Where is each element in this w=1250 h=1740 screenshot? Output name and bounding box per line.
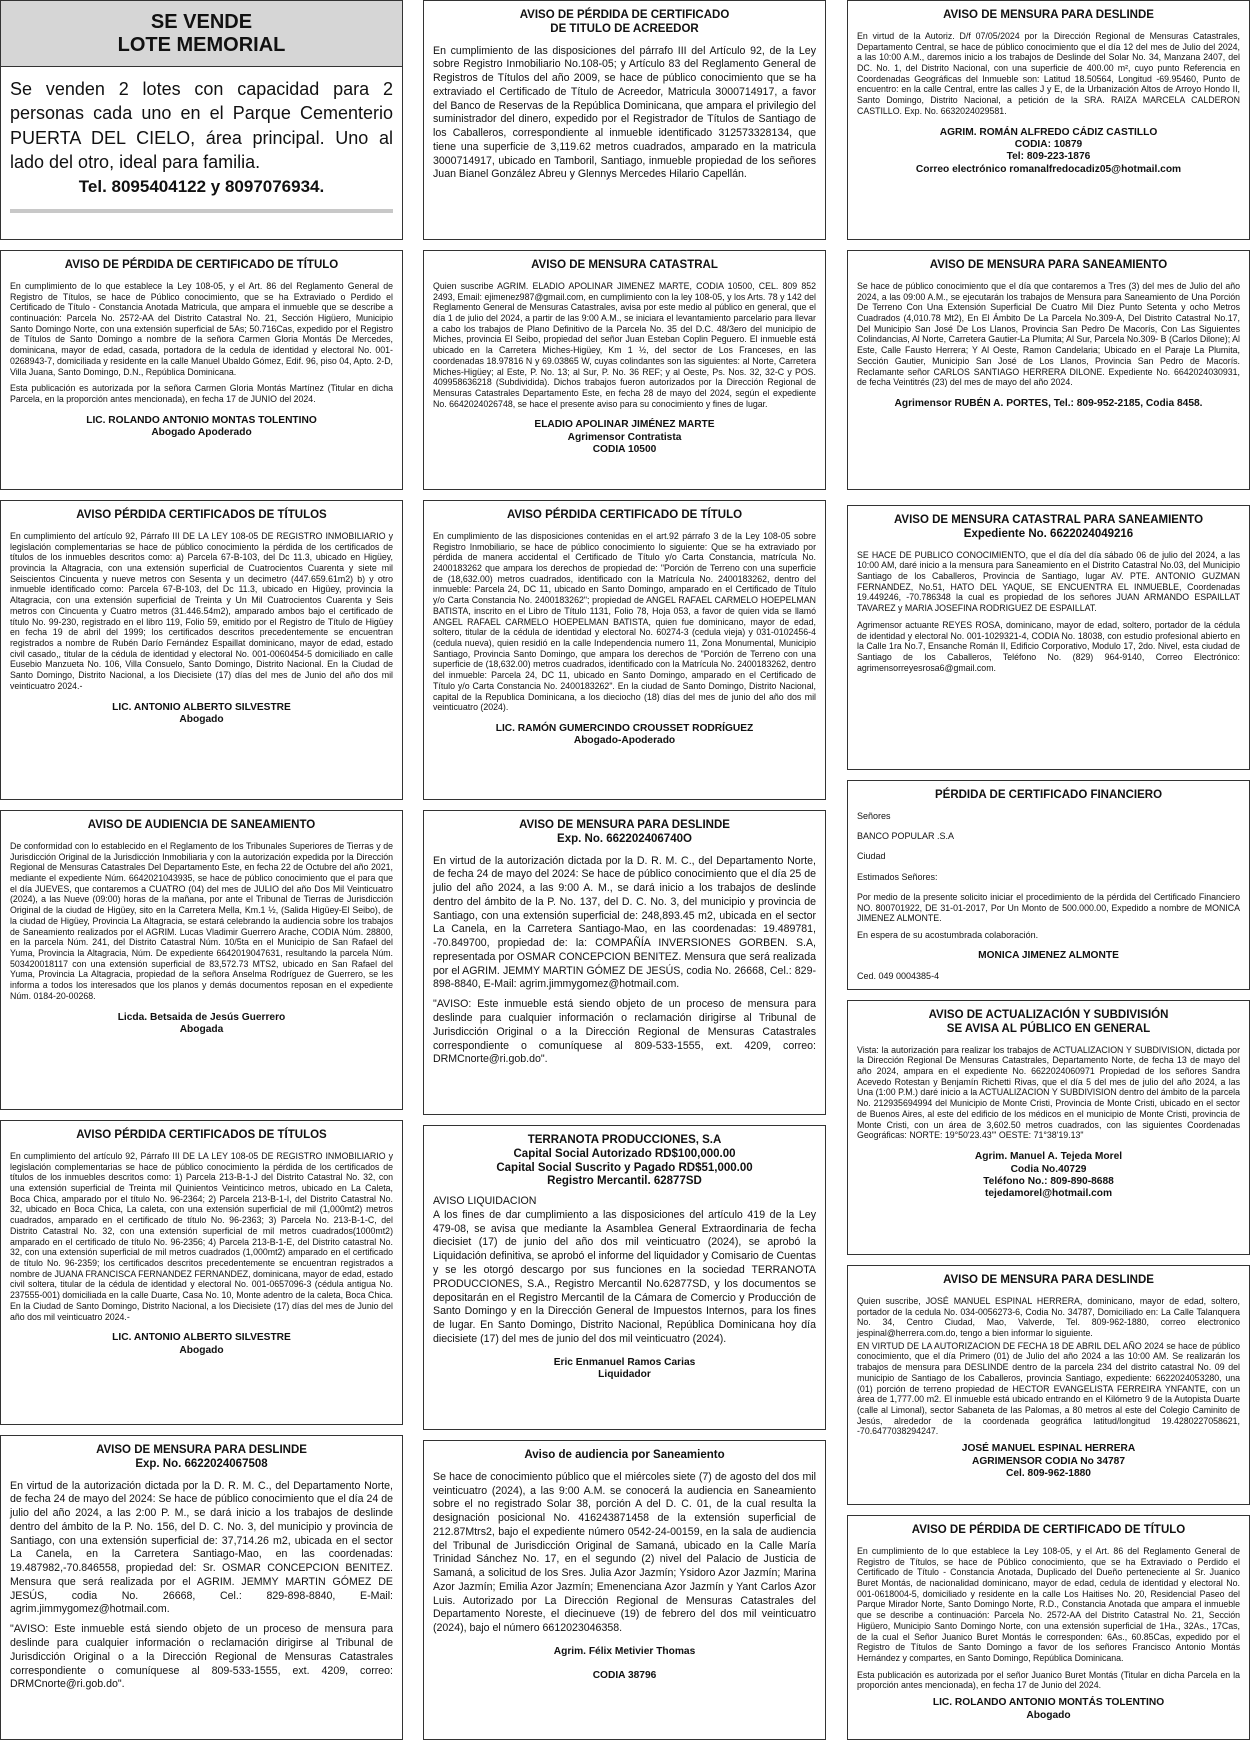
ad-title: AVISO DE PÉRDIDA DE CERTIFICADO DE TÍTULO — [64, 259, 339, 271]
ad-mensura-deslinde-solar-34 — [847, 0, 1250, 240]
ad-signature: MONICA JIMENEZ ALMONTE — [978, 950, 1119, 962]
ad-body: En virtud de la autorización dictada por la D. R. M. C., del Departamento Norte, de fecha 24 de mayo del 2024: Se hace de público conocimiento que el día 25 de julio del año 2024, a las 9:00 A. M., se dará inicio a los trabajos de deslinde dentro del ámbito de la P. No. 137, del D. C. No. 3, del municipio y provincia de Santiago, con una extensión superficial de: 248,893.45 m2, ubicada en el sector La Canela, en la Carretera Santiago-Mao, en las coordenadas: 19.489781, -70.849700, propiedad de: la: COMPAÑÍA INVERSIONES GORBEN. S.A, representada por OSMAR CONCEPCION BENITEZ. Mensura que será realizada por el AGRIM. JEMMY MARTIN GÓMEZ DE JESÚS, codia No. 26668, Cel.: 829-898-8840, E-Mail: agrim.jimmygomez@hotmail.com. — [433, 854, 816, 991]
ad-perdida-certificados-titulos-2 — [0, 1120, 403, 1425]
ad-body-2: Esta publicación es autorizada por el señor Juanico Buret Montás (Titular en dicha Parcela en la proporción antes mencionada), en fecha 17 de Junio del 2024. — [857, 1669, 1240, 1691]
ad-body: De conformidad con lo establecido en el Reglamento de los Tribunales Superiores de Tierras y de Jurisdicción Original de la Jurisdicción Inmobiliaria y con la autorización expedida por la Dirección Regional de Mensuras Catastrales Del Departamento Este, en fecha 22 de Octubre del año 2021, mediante el expediente Núm. 6642021043935, se hace de público conocimiento que el para que el día JUEVES, que contaremos a CUATRO (04) del mes de JULIO del año Dos Mil Veinticuatro (2024), a las Nueve (09:00) horas de la mañana, por ante el Tribunal de Tierras de Jurisdicción Original de la ciudad de Higüey, sito en la Carretera Mella, Km.1 ½, (Salida Higüey-El Seibo), de la ciudad de Higüey, Provincia La Altagracia, se estará celebrando la audiencia sobre los trabajos de Saneamiento realizados por el AGRIM. Lucas Vladimir Guerrero Arache, CODIA Núm. 28800, en la parcela Núm. 241, del Distrito Catastral Núm. 10/5ta en el Municipio de San Rafael del Yuma, Provincia la Altagracia, Núm. De expediente 6642019047631, resultando la parcela Núm. 503420018117 con una extensión superficial de 83,572.73 MTS2, ubicado en San Rafael del Yuma, Provincia La Altagracia, propiedad de la señora Anselma Rodríguez de Guerrero, se les informa a todos los interesados que los planos y demás documentos reposan en el expediente Núm. 0184-20-00268. — [10, 840, 393, 1001]
ad-phone: Tel. 8095404122 y 8097076934. — [78, 176, 325, 196]
ad-signature: LIC. ANTONIO ALBERTO SILVESTRE Abogado — [112, 701, 291, 726]
ad-terranota-liquidacion — [423, 1125, 826, 1430]
ad-body: A los fines de dar cumplimiento a las disposiciones del artículo 419 de la Ley 479-08, se avisa que mediante la Asamblea General Extraordinaria de fecha diecisiet (17) de junio del año dos mil veinticuatro (2024), se aprobó la Liquidación definitiva, se aprobó el informe del liquidador y Comisario de Cuentas y se les otorgó descargo por sus funciones en la sociedad TERRANOTA PRODUCCIONES, S.A., Registro Mercantil No.62877SD, y los documentos se depositarán en el Registro Mercantil de la Cámara de Comercio y Producción de Santo Domingo y en la Dirección General de Impuestos Internos, para los fines de lugar. En Santo Domingo, Distrito Nacional, República Dominicana hoy día diecisiete (17) del mes de junio del dos mil veinticuatro (2024). — [433, 1208, 816, 1345]
ad-perdida-certificado-titulo-3 — [847, 1515, 1250, 1740]
ad-title: PÉRDIDA DE CERTIFICADO FINANCIERO — [934, 789, 1163, 801]
ad-audiencia-saneamiento-samana — [423, 1440, 826, 1740]
ad-body: Vista: la autorización para realizar los trabajos de ACTUALIZACION Y SUBDIVISION, dictada por la Dirección Regional De Mensuras Catastrales, Departamento Norte, de fecha 13 de mayo del año 2024, ampara en el expediente No. 6622024060971 Propiedad de los señores Sandra Acevedo Rotestan y Benjamín Richetti Rivas, que el día 5 del mes de julio del año 2024, a las Una (1:00 P.M.) daré inicio a la ACTUALIZACION Y SUBDIVISION dentro del ámbito de la parcela No. 212935694994 del Municipio de Monte Cristi, Provincia de Monte Cristi, ubicado en el sector de Buenos Aires, al este del edificio de los médicos en el municipio de Monte Cristi, provincia de Monte Cristi, con un área de 3,602.50 metros cuadrados, con las siguientes Coordenadas Geográficas: NORTE: 19°50'23.43'" OESTE: 71°38'19.13" — [857, 1044, 1240, 1141]
ad-body-2: "AVISO: Este inmueble está siendo objeto de un proceso de mensura para deslinde para cualquier información o reclamación dirigirse al Tribunal de Jurisdicción Original o a la Dirección Regional de Mensuras Catastrales correspondiente o comuníquese al 809-533-1555, ext. 4209, correo: DRMCnorte@ri.gob.do". — [433, 998, 816, 1066]
ad-mensura-catastral — [423, 250, 826, 490]
ad-title: AVISO DE PÉRDIDA DE CERTIFICADO DE TÍTULO — [911, 1524, 1186, 1536]
ad-title: AVISO DE AUDIENCIA DE SANEAMIENTO — [87, 819, 316, 831]
ad-body: En cumplimiento de lo que establece la Ley 108-05, y el Art. 86 del Reglamento General de Registro de Títulos, se hace de Público conocimiento, que se ha Extraviado o Perdido el Certificado de Título - Constancia Anotada Matricula, que ampara el inmueble que se describe a continuación: Parcela No. 2572-AA del Distrito Catastral No. 21, Sección Higüero, Municipio Santo Domingo Norte, con una extensión superficial de 5As; 50.716Cas, expedido por el Registro de Títulos de Santo Domingo a nombre de la señora Carmen Gloria Montás De Mercedes, dominicana, mayor de edad, casada, portadora de la cedula de identidad y electoral No. 001-0268943-7, domiciliada y residente en la calle Manuel Ubaldo Gómez, Edif. 96, piso 04, Apto. 2-D, Villa Juana, Santo Domingo, D.N., República Dominicana. — [10, 280, 393, 377]
ad-signature: LIC. ROLANDO ANTONIO MONTÁS TOLENTINO Abogado — [932, 1697, 1165, 1721]
ad-signature: Agrim. Félix Metivier Thomas — [553, 1645, 696, 1657]
ad-mensura-saneamiento — [847, 250, 1250, 490]
ad-body-2: "AVISO: Este inmueble está siendo objeto de un proceso de mensura para deslinde para cualquier información o reclamación dirigirse al Tribunal de Jurisdicción Original o a la Dirección Regional de Mensuras Catastrales correspondiente o comuníquese al 809-533-1555, ext. 4209, correo: DRMCnorte@ri.gob.do". — [10, 1623, 393, 1691]
ad-codia: CODIA 38796 — [592, 1670, 657, 1682]
ad-title: Aviso de audiencia por Saneamiento — [524, 1449, 725, 1461]
ad-se-vende-lote — [0, 0, 403, 240]
ad-title: AVISO DE MENSURA PARA SANEAMIENTO — [929, 259, 1168, 271]
ad-body-2: Agrimensor actuante REYES ROSA, dominicano, mayor de edad, soltero, portador de la cédula de identidad y electoral No. 001-1029321-4, CODIA No. 18038, con estudio profesional abierto en la Calle 1ra No.7, Ensanche Román II, Edificio Corporativo, Modulo 17, 2do. Nivel, esta ciudad de Santiago de los Caballeros, Teléfono No. (829) 964-9140, Correo Electrónico: agrimensorreyesrosa6@gmail.com. — [857, 619, 1240, 673]
ad-title: AVISO PÉRDIDA CERTIFICADOS DE TÍTULOS — [76, 509, 327, 521]
ad-body: En cumplimiento de las disposiciones contenidas en el art.92 párrafo 3 de la Ley 108-05 sobre Registro Inmobiliario, se hace de público conocimiento lo siguiente: Que se ha extraviado por pérdida de manera accidental el Certificado de Título y/o Carta Constancia, matrícula No. 2400183262 que ampara los derechos de propiedad de: "Porción de Terreno con una superficie de (18,632.00) metros cuadrados, identificado con la Matrícula No. 2400183262, dentro del inmueble: Parcela 24, DC 11, ubicado en Santo Domingo, amparado en el Certificado de Título y/o Carta Constancia No. 2400183262"; propiedad de ANGEL RAFAEL CARMELO HOEPELMAN BATISTA, inscrito en el Libro de Título 1131, Folio 78, Hoja 053, a favor de quien vida se llamó ANGEL RAFAEL CARMELO HOEPELMAN BATISTA, quien fue dominicano, mayor de edad, soltero, titular de la cédula de identidad y electoral No. 60274-3 (cedula vieja) y 031-0102456-4 (cedula nueva), quien residió en la calle Independencia numero 11, Zona Monumental, Municipio Santiago, Provincia Santo Domingo, que ampara los derechos de "Porción de Terreno con una superficie de (18,632.00) metros cuadrados, identificado con la Matrícula No. 2400183262, dentro del inmueble: Parcela 24, DC 11, ubicado en Santo Domingo, amparado en el Certificado de Título y/o Carta Constancia No. 2400183262". En la ciudad de Santo Domingo, Distrito Nacional, capital de la Republica Dominicana, a los dieciocho (18) días del mes de junio del año dos mil veinticuatro (2024). — [433, 530, 816, 713]
ad-body: En cumplimiento del artículo 92, Párrafo III DE LA LEY 108-05 DE REGISTRO INMOBILIARIO y legislación complementarias se hace de público conocimiento la pérdida de los certificados de títulos de los inmuebles descritos como: a) Parcela 67-B-103, del Dc 11.3, ubicado en Higüey, provincia la Altagracia, con una extensión superficial de Cuatrocientos Cuarenta y siete mil Seiscientos Cincuenta y nueve metros con Sesenta y un decimetro (447.659.61m2) b) y otro inmueble identificado como: Parcela 67-B-103, del Dc 11.3, ubicado en Higüey, provincia la Altagracia, con una extensión superficial de Treinta y Un Mil Cuatrocientos Cuarenta y Seis metros con Cincuenta y Cuatro metros (31.446.54m2), amparado ambos bajo el certificado de título No. 99-230, registrado en el libro 119, Folio 59, emitido por el Registro de Título de Higüey en fecha 19 de abril del 1999; los certificados descritos precedentemente se encuentran registrados a nombre de Rubén Darío Fernández Espaillat dominicano, mayor de edad, estado civil casado,, titular de la cédula de identidad y electoral No. 001-0060454-5 domiciliado en calle Eusebio Manzueta No. 106, Villa Consuelo, Santo Domingo, Distrito Nacional. En la Ciudad de Santo Domingo, Distrito Nacional, a los Diecisiete (17) días del mes de Junio del año dos mil veinticuatro 2024.- — [10, 530, 393, 691]
ad-title: AVISO DE MENSURA PARA DESLINDE — [943, 1274, 1154, 1286]
ad-body: En cumplimiento de lo que establece la Ley 108-05, y el Art. 86 del Reglamento General de Registro de Títulos, se hace de Público conocimiento, que se ha Extraviado o Perdido el Certificado de Título - Constancia Anotada, Duplicado del Dueño perteneciente al Sr. Juanico Buret Montás, de nacionalidad dominicano, mayor de edad, cedula de identidad y electoral No. 001-0618004-5, domiciliado y residente en la calle Los Haitises No. 20, Residencial Paseo del Parque Mirador Norte, Santo Domingo Norte, R.D., Constancia Anotada que ampara el inmueble que se describe a continuación: Parcela No. 2572-AA del Distrito Catastral No. 21, Sección Higüero, Municipio Santo Domingo Norte, con una extensión superficial de 1Ha., 32As., 17Cas, de la cual el Señor Juanico Buret Montás le corresponden: 6As., 60.85Cas, expedido por el Registro de Títulos de Santo Domingo a favor de los señores Francisco Antonio Montás Hernández y compartes, en Santo Domingo, República Dominicana. — [857, 1545, 1240, 1663]
ad-title: AVISO PÉRDIDA CERTIFICADOS DE TÍTULOS — [76, 1129, 327, 1141]
ad-body: Se hace de público conocimiento que el día que contaremos a Tres (3) del mes de Julio del año 2024, a las 09:00 A.M., se ejecutarán los trabajos de Mensura para Saneamiento de Una Porción De Terreno Con Una Extensión Superficial De Cuatro Mil Diez Punto Setenta y ocho Metros Cuadrados (4,010.78 Mt2), En El Ámbito De La Parcela No.309-A, Del Distrito Catastral No.17, Del Municipio San José De Los Llanos, Provincia San Pedro De Macorís, Con Las Siguientes Colindancias, Al Norte, Carretera Gautier-La Plumita; Al Sur, Parcela No.309- B (Carlos Dilone); Al Este, Calle Fausto Herrera; Y Al Oeste, Ramon Candelaria; Ubicado en el Paraje La Plumita, Sección Gautier, Municipio San José de Los Llanos, Provincia San Pedro de Macorís. Reclamante señor CARLOS SANTIAGO HERRERA DILONE. Expediente No. 6642024030931, de fecha Veintitrés (23) del mes de mayo del año 2024. — [857, 280, 1240, 388]
ad-signature: Agrimensor RUBÉN A. PORTES, Tel.: 809-952-2185, Codia 8458. — [894, 397, 1203, 409]
ad-body: Se hace de conocimiento público que el miércoles siete (7) de agosto del dos mil veinticuatro (2024), a las 9:00 A.M. se conocerá la audiencia en Saneamiento sobre el no registrado Solar 38, porción A del D. C. 01, de la cual resulta la designación posicional No. 416243871458 de la extensión superficial de 212.87Mtrs2, bajo el expediente número 0542-24-00159, en la sala de audiencia del Tribunal de Jurisdicción Original de Samaná, ubicado en la Calle María Trinidad Sánchez No. 17, en el segundo (2) nivel del Palacio de Justicia de Samaná, a solicitud de los Sres. Julia Azor Jazmín; Ysidoro Azor Jazmín; Marina Azor Jazmín; Emilia Azor Jazmín; Emenenciana Azor Jazmín y Yant Carlos Azor Luis. Autorizado por La Dirección Regional de Mensuras Catastrales del Departamento Noreste, el diecinueve (19) de febrero del dos mil veinticuatro (2024), bajo el número 6612023046358. — [433, 1470, 816, 1635]
ad-title: AVISO PÉRDIDA CERTIFICADO DE TÍTULO — [506, 509, 743, 521]
ad-title: TERRANOTA PRODUCCIONES, S.A Capital Social Autorizado RD$100,000.00 Capital Social Suscrito y Pagado RD$51,000.00 Registro Mercantil. 62877SD — [496, 1134, 753, 1188]
ad-signature: LIC. ANTONIO ALBERTO SILVESTRE Abogado — [112, 1332, 291, 1356]
divider — [10, 209, 393, 213]
ad-actualizacion-subdivision — [847, 1000, 1250, 1255]
ad-signature: LIC. ROLANDO ANTONIO MONTAS TOLENTINO Abogado Apoderado — [86, 414, 317, 439]
ad-signature: JOSÉ MANUEL ESPINAL HERRERA AGRIMENSOR CODIA No 34787 Cel. 809-962-1880 — [961, 1443, 1136, 1480]
ad-audiencia-saneamiento — [0, 810, 403, 1110]
ad-signature: Eric Enmanuel Ramos Carias Liquidador — [553, 1356, 696, 1381]
ad-line: En espera de su acostumbrada colaboración. — [857, 929, 1039, 940]
ad-line: Estimados Señores: — [857, 871, 938, 882]
ad-body: Se venden 2 lotes con capacidad para 2 personas cada uno en el Parque Cementerio PUERTA DEL CIELO, área principal. Uno al lado del otro, ideal para familia. — [10, 79, 393, 173]
ad-title: AVISO DE PÉRDIDA DE CERTIFICADO DE TITULO DE ACREEDOR — [519, 9, 730, 35]
ad-body: Quien suscribe, JOSÉ MANUEL ESPINAL HERRERA, dominicano, mayor de edad, soltero, portador de la cedula No. 034-0056273-6, Codia No. 34787, Domiciliado en: La Calle Talanquera No. 34, Centro Ciudad, Mao, Valverde, Tel. 809-962-1880, correo electronico jespinal@herrera.com.do, tengo a bien informar lo siguiente. — [857, 1295, 1240, 1338]
ad-body: En virtud de la Autoriz. D/f 07/05/2024 por la Dirección Regional de Mensuras Catastrales, Departamento Central, se hace de público conocimiento que el día 12 del mes de Julio del 2024, a las 10:00 A.M., daremos inicio a los trabajos de Deslinde del Solar No. 34, Manzana 2407, del DC. No. 1, del Distrito Nacional, con una superficie de 400.00 m², cuyo punto Referencia en Coordenadas Geográficas del Inmueble son: Latitud 18.50564, Longitud -69.95460, Punto de encuentro: en la calle Central, entre las calles J y E, de la Urbanización Altos de Arroyo Hondo II, Santo Domingo, Distrito Nacional, a petición de la SRA. RAIZA MARCELA CALDERON CASTILLO. Exp. No. 6632024029581. — [857, 30, 1240, 116]
ad-perdida-certificados-titulos — [0, 500, 403, 800]
ad-title: AVISO DE ACTUALIZACIÓN Y SUBDIVISIÓN SE AVISA AL PÚBLICO EN GENERAL — [928, 1009, 1169, 1035]
ad-mensura-catastral-saneamiento — [847, 505, 1250, 770]
ad-title: SE VENDE LOTE MEMORIAL — [1, 1, 402, 67]
ad-body: En virtud de la autorización dictada por la D. R. M. C., del Departamento Norte, de fecha 24 de mayo del 2024: Se hace de público conocimiento que el día 24 de julio del año 2024, a las 2:00 P. M., se dará inicio a los trabajos de deslinde dentro del ámbito de la P. No. 156, del D. C. No. 3, del municipio y provincia de Santiago, con una extensión superficial de: 37,714.26 m2, ubicada en el sector La Canela, en la Carretera Santiago-Mao, en las coordenadas: 19.487982,-70.846558, propiedad del: Sr. OSMAR CONCEPCION BENITEZ. Mensura que será realizada por el AGRIM. JEMMY MARTIN GÓMEZ DE JESÚS, codia No. 26668, Cel.: 829-898-8840, E-Mail: agrim.jimmygomez@hotmail.com. — [10, 1479, 393, 1616]
ad-title: AVISO DE MENSURA CATASTRAL PARA SANEAMIENTO Expediente No. 6622024049216 — [893, 514, 1204, 540]
ad-mensura-deslinde-exp-7508 — [0, 1435, 403, 1740]
ad-title: AVISO DE MENSURA PARA DESLINDE Exp. No. 6622024067508 — [96, 1444, 307, 1470]
ad-body: Quien suscribe AGRIM. ELADIO APOLINAR JIMENEZ MARTE, CODIA 10500, CEL. 809 852 2493, Email: ejimenez987@gmail.com, en cumplimiento con la ley 108-05, y los Arts. 78 y 142 del Reglamento General de Mensuras Catastrales, avisa por este medio al público en general, que el día 1 de julio del 2024, a partir de las 9:00 A.M., se iniciara el levantamiento parcelario para llevar a cabo los trabajos de Plano Definitivo de la Parcela No. 35 del D.C. 48/3ero del municipio de Miches, provincia El Seibo, propiedad del señor Juan Esteban Coplin Peguero. El inmueble está ubicado en la Carretera Miches-Higüey, Km 1 ½, del sector de Los Franceses, en las coordenadas 18.97816 N y 69.03865 W, cuyas colindantes son las siguientes: al Norte, Carretera Miches-Higüey; al Este, P. No. 13; al Sur, P. No. 36 REF; y al Oeste, Ps. Nos. 32, 32-C y POS. 409958636218 (Subdividida). Dichos trabajos fueron autorizados por la Dirección Regional de Mensuras Catastrales Departamento Este, en fecha 28 de mayo del 2024, según el expediente No. 6642024026748, se hace el presente aviso para su conocimiento y fines de lugar. — [433, 280, 816, 409]
ad-body: Por medio de la presente solicito iniciar el procedimiento de la pérdida del Certificado Financiero NO. 800701922, DE 31-01-2017, Por Un Monto de 500.000.00, Expedido a nombre de MONICA JIMENEZ ALMONTE. — [857, 891, 1240, 924]
ad-perdida-titulo-acreedor — [423, 0, 826, 240]
ad-signature: ELADIO APOLINAR JIMÉNEZ MARTE Agrimensor Contratista CODIA 10500 — [534, 419, 715, 456]
ad-signature: Agrim. Manuel A. Tejeda Morel Codia No.40729 Teléfono No.: 809-890-8688 tejedamorel@hotmail.com — [974, 1151, 1123, 1200]
ad-mensura-deslinde-parcela-234 — [847, 1265, 1250, 1505]
ad-perdida-certificado-titulo — [0, 250, 403, 490]
ad-body-2: Esta publicación es autorizada por la señora Carmen Gloria Montás Martínez (Titular en dicha Parcela, en la proporción antes mencionada), en fecha 17 de JUNIO del 2024. — [10, 383, 393, 404]
ad-perdida-certificado-financiero — [847, 780, 1250, 990]
ad-title: AVISO DE MENSURA CATASTRAL — [531, 259, 718, 271]
ad-cedula: Ced. 049 0004385-4 — [857, 970, 940, 981]
ad-line: Ciudad — [857, 851, 886, 862]
ad-line: BANCO POPULAR .S.A — [857, 831, 955, 842]
ad-signature: Licda. Betsaida de Jesús Guerrero Abogada — [117, 1011, 286, 1036]
ad-line: Señores — [857, 810, 891, 821]
ad-title: AVISO DE MENSURA PARA DESLINDE — [943, 9, 1154, 21]
ad-subtitle: AVISO LIQUIDACION — [433, 1195, 537, 1208]
ad-body-2: EN VIRTUD DE LA AUTORIZACION DE FECHA 18 DE ABRIL DEL AÑO 2024 se hace de público conocimiento, que el día Primero (01) de Julio del año 2024 a las 10:00 AM. Se realizarán los trabajos de mensura para DESLINDE dentro de la parcela 234 del distrito catastral No. 09 del municipio de Santiago de los Caballeros, provincia Santiago, expediente: 6622024053280, una (01) porción de terreno propiedad de HECTOR EVANGELISTA FERREIRA YNFANTE, con un área de 1,777.00 m2. El inmueble está ubicado entrando en el Kilómetro 9 de la Autopista Duarte (calle al Limonal), sector Sabaneta de las Palomas, a 80 metros al este del Colegio Caminito de Jesús, alrededor de la coordenada geográfica latitud/longitud 19.4280227058621, -70.6477038294247. — [857, 1340, 1240, 1437]
ad-title: AVISO DE MENSURA PARA DESLINDE Exp. No. 662202406740O — [519, 819, 730, 845]
ad-perdida-certificado-titulo-2 — [423, 500, 826, 800]
ad-signature: AGRIM. ROMÁN ALFREDO CÁDIZ CASTILLO CODIA: 10879 Tel: 809-223-1876 Correo electrónico romanalfredocadiz05@hotmail.com — [915, 126, 1182, 175]
ad-body: SE HACE DE PUBLICO CONOCIMIENTO, que el día del día sábado 06 de julio del 2024, a las 10:00 AM, daré inicio a la mensura para Saneamiento en el Distrito Catastral No.03, del Municipio Santiago de los Caballeros, Provincia de Santiago, lugar AV. PTE. ANTONIO GUZMAN FERNANDEZ, No.51, HATO DEL YAQUE, SE ENCUENTRA EL INMUEBLE, Coordenadas 19.449246, -70.786348 la cual es propiedad de los señores JUAN ARMANDO ESPAILLAT TAVAREZ y MARIA JOSEFINA RODRIGUEZ DE ESPAILLAT. — [857, 549, 1240, 614]
ad-body: En cumplimiento de las disposiciones del párrafo III del Artículo 92, de la Ley sobre Registro Inmobiliario No.108-05; y Artículo 83 del Reglamento General de Registros de Títulos del año 2009, se hace de público conocimiento que se ha extraviado el Certificado de Título de Acreedor, Matricula 3000714917, a favor del Banco de Reservas de la República Dominicana, que ampara el privilegio del suministrador del dinero, expedido por el Registrador de Títulos de Santiago de los Caballeros, correspondiente al inmueble identificado 312573328134, que tiene una superficie de 3,119.62 metros cuadrados, amparado en la matricula 3000714917, ubicado en Tamboril, Santiago, inmueble propiedad de los señores Juan Bianel González Abreu y Glennys Mercedes Hilario Capellán. — [433, 44, 816, 181]
ad-signature: LIC. RAMÓN GUMERCINDO CROUSSET RODRÍGUEZ Abogado-Apoderado — [495, 723, 754, 747]
ad-mensura-deslinde-exp-7400 — [423, 810, 826, 1115]
ad-body: En cumplimiento del artículo 92, Párrafo III DE LA LEY 108-05 DE REGISTRO INMOBILIARIO y legislación complementarias se hace de público conocimiento la pérdida de los certificados de títulos de los inmuebles descritos como: 1) Parcela 213-B-1-J del Distrito Catastral No. 32, con una extensión superficial de Treinta mil Quinientos Veinticinco metros, ubicado en La Caleta, Boca Chica, amparado por el título No. 96-2364; 2) Parcela 213-B-1-I, del Distrito Catastral No. 32, ubicado en Boca Chica, La caleta, con una extensión superficial de mil (1,000mt2) metros cuadrados, amparado en el certificado de título No. 96-2363; 3) Parcela No. 213-B-1-C, del Distrito Catastral No. 32, con una extensión superficial de mil metros cuadrados(1000mt2) amparado en el certificado de título No. 96-2356; 4) Parcela 213-B-1-E, del Distrito catastral No. 32, con una extensión superficial de mil metros cuadrados (1,000mt2) amparado en el certificado de título No. 96-2359; los certificados descritos precedentemente se encuentran registrados a nombre de JUANA FRANCISCA FERNANDEZ FERNANDEZ, dominicana, mayor de edad, estado civil soltera, titular de la cédula de identidad y electoral No. 001-0657096-3 (cédula antigua No. 237555-001) domiciliada en la calle Duarte, Casa No. 10, Monte adentro de la caleta, Boca Chica. En la Ciudad de Santo Domingo, Distrito Nacional, a los Diecisiete (17) días del mes de Junio del año dos mil veinticuatro 2024.- — [10, 1150, 393, 1322]
